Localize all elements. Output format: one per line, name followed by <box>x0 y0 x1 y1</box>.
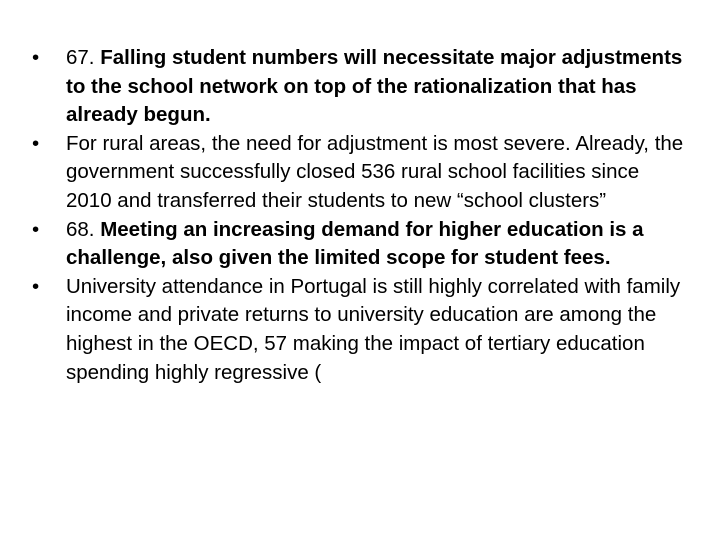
bullet-point-icon: • <box>32 274 40 298</box>
bullet-text: University attendance in Portugal is still highly correlated with family income and private returns to university education are among the highest in the OECD, 57 making the impact of tertiary education spending highly regressive ( <box>66 274 681 384</box>
bullet-text: Meeting an increasing demand for higher education is a challenge, also given the limited scope for student fees. <box>66 217 644 270</box>
bullet-point-icon: • <box>32 46 40 69</box>
paragraph-number: 67. <box>66 46 101 69</box>
bullet-item-university <box>30 273 690 387</box>
bullet-item-68 <box>30 216 690 273</box>
bullet-list <box>30 44 690 387</box>
bullet-text: Falling student numbers will necessitate major adjustments to the school network on top of the rationalization that has already begun. <box>66 46 683 127</box>
bullet-point-icon: • <box>32 131 40 155</box>
paragraph-number: 68. <box>66 217 101 241</box>
bullet-item-67 <box>30 44 690 130</box>
bullet-text: For rural areas, the need for adjustment is most severe. Already, the government successfully closed 536 rural school facilities since 2010 and transferred their students to new “school clusters” <box>66 131 684 212</box>
bullet-point-icon: • <box>32 217 40 241</box>
bullet-item-rural <box>30 130 690 216</box>
